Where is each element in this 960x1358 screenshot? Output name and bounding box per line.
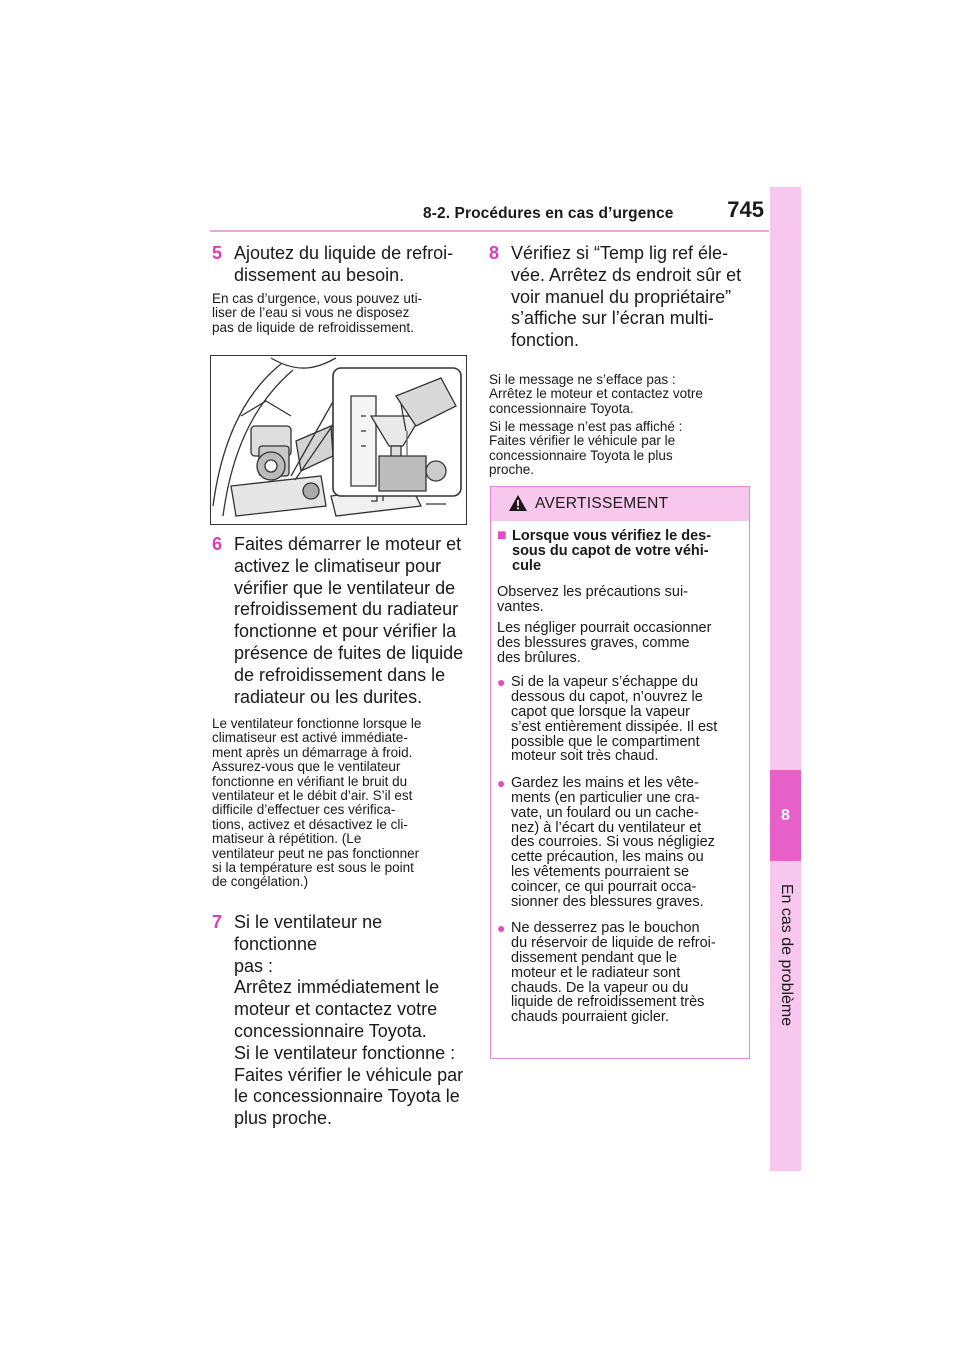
step-number: 6 [212, 534, 223, 554]
bullet-dot-icon: ● [497, 920, 506, 937]
note-step-8-message-absent: Si le message n’est pas affiché : Faites vérifier le véhicule par le concessionnaire Toyota le plus proche. [489, 419, 683, 478]
page-number: 745 [727, 197, 764, 222]
warning-box [490, 486, 750, 1059]
step-text: Si le ventilateur ne fonctionne pas : Arrêtez immédiatement le moteur et contactez votre concessionnaire Toyota. Si le ventilateur fonctionne : Faites vérifier le véhicule par le concessionnaire Toyota le plus proche. [234, 912, 464, 1129]
engine-illustration-svg [211, 356, 466, 524]
engine-coolant-illustration [210, 355, 467, 525]
note-step-8-message-persists: Si le message ne s’efface pas : Arrêtez le moteur et contactez votre concessionnaire Toyota. [489, 372, 703, 416]
step-number: 5 [212, 243, 223, 263]
chapter-title-tab [770, 870, 801, 1040]
warning-triangle-icon [508, 494, 528, 512]
warning-paragraph: Les négliger pourrait occasionner des blessures graves, comme des brûlures. [497, 619, 712, 666]
warning-subheading: ■ Lorsque vous vérifiez le des- sous du capot de votre véhi- cule [497, 527, 712, 574]
chapter-title-label: En cas de problème [777, 883, 795, 1027]
step-text: Ajoutez du liquide de refroi- dissement au besoin. [234, 243, 454, 285]
section-title: 8-2. Procédures en cas d’urgence [423, 205, 674, 222]
warning-header [491, 487, 749, 521]
header-rule [210, 230, 769, 232]
step-6 [212, 534, 470, 708]
step-8 [489, 243, 751, 352]
step-text: Vérifiez si “Temp lig ref éle- vée. Arrêtez ds endroit sûr et voir manuel du propriétaire” s’affiche sur l’écran multi- fonction. [511, 243, 742, 351]
warning-paragraph: Observez les précautions sui- vantes. [497, 584, 688, 616]
step-number: 7 [212, 912, 223, 932]
warning-body [497, 529, 743, 1037]
bullet-dot-icon: ● [497, 775, 506, 792]
chapter-number-tab: 8 [770, 770, 801, 861]
warning-bullet: ● Ne desserrez pas le bouchon du réservoir de liquide de refroi- dissement pendant que le moteur et le radiateur sont chauds. De la vapeur ou du liquide de refroidissement très chauds pourraient gicler. [497, 920, 716, 1026]
step-number: 8 [489, 243, 500, 263]
note-step-6: Le ventilateur fonctionne lorsque le climatiseur est activé immédiate- ment après un démarrage à froid. Assurez-vous que le ventilateur fonctionne en vérifiant le bruit du ventilateur et le débit d’air. S’il est difficile d’effectuer ces vérifica- tions, activez et désactivez le cli- matiseur à répétition. (Le ventilateur peut ne pas fonctionner si la température est sous le point de congélation.) [212, 716, 422, 890]
step-text: Faites démarrer le moteur et activez le climatiseur pour vérifier que le ventilateur de refroidissement du radiateur fonctionne et pour vérifier la présence de fuites de liquide de refroidissement dans le radiateur ou les durites. [234, 534, 464, 707]
note-step-5: En cas d’urgence, vous pouvez uti- liser de l’eau si vous ne disposez pas de liquide de refroidissement. [212, 291, 423, 335]
square-bullet-icon: ■ [497, 527, 507, 544]
bullet-dot-icon: ● [497, 674, 506, 691]
warning-bullet: ● Si de la vapeur s’échappe du dessous du capot, n’ouvrez le capot que lorsque la vapeur s’est entièrement dissipée. Il est possible que le compartiment moteur soit très chaud. [497, 674, 718, 765]
warning-title: AVERTISSEMENT [535, 495, 669, 512]
step-7 [212, 912, 470, 1130]
step-5 [212, 243, 470, 287]
warning-bullet: ● Gardez les mains et les vête- ments (en particulier une cra- vate, un foulard ou un cache- nez) à l’écart du ventilateur et des courroies. Si vous négligiez cette précaution, les mains ou les vêtements pourraient se coincer, ce qui pourrait occa- sionner des blessures graves. [497, 775, 715, 910]
